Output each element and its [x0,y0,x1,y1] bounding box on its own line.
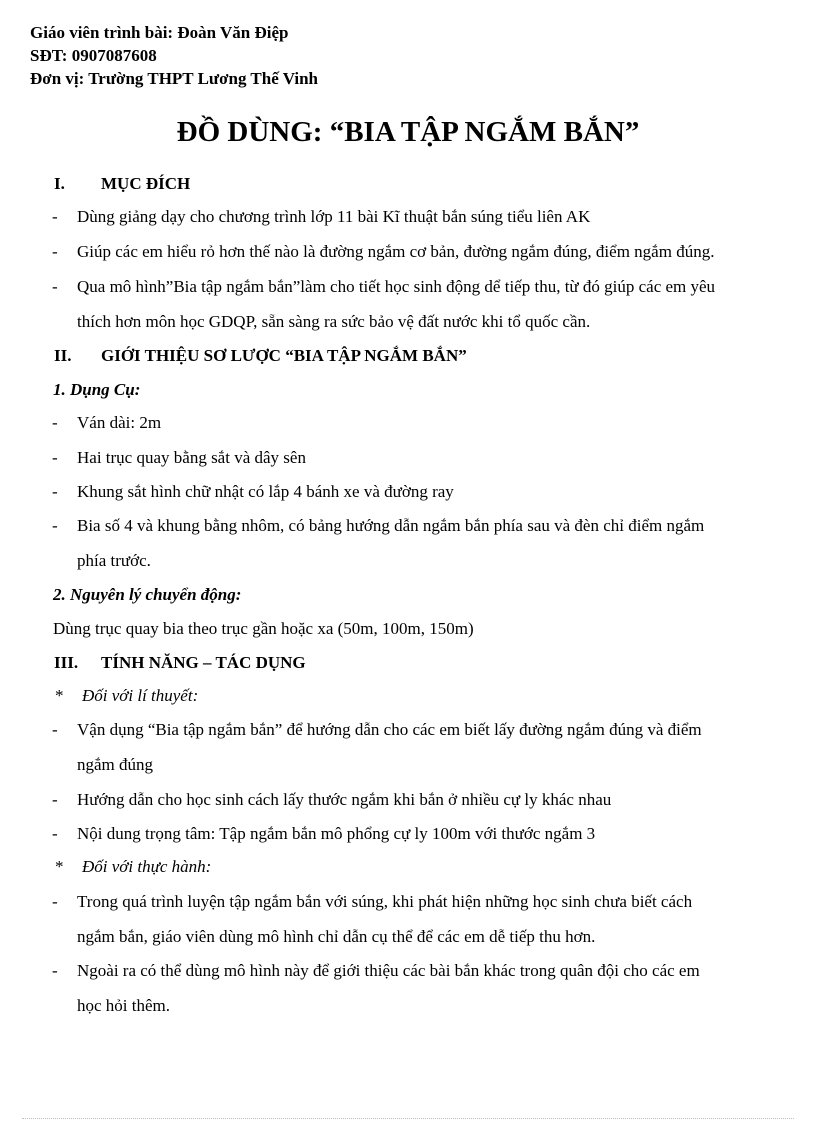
bullet-dash: - [52,516,58,535]
list-item-text: Giúp các em hiểu rỏ hơn thế nào là đường ngắm cơ bản, đường ngắm đúng, điểm ngắm đúng. [77,242,715,261]
list-item-continuation: học hỏi thêm. [77,996,171,1015]
list-item-text: Nội dung trọng tâm: Tập ngắm bắn mô phổng cự ly 100m với thước ngắm 3 [77,824,596,843]
section-1-number: I. [54,174,65,193]
document-title: ĐỒ DÙNG: “BIA TẬP NGẮM BẮN” [176,116,640,148]
section-2-number: II. [54,346,72,365]
bullet-dash: - [52,482,58,501]
bullet-dash: - [52,892,58,911]
bullet-dash: - [52,824,58,843]
bullet-dash: - [52,448,58,467]
teacher-unit: Đơn vị: Trường THPT Lương Thế Vinh [30,69,318,88]
list-item-continuation: ngắm bắn, giáo viên dùng mô hình chỉ dẫn cụ thể để các em dễ tiếp thu hơn. [77,927,596,946]
bullet-dash: - [52,413,58,432]
list-item-text: Vận dụng “Bia tập ngắm bắn” để hướng dẫn cho các em biết lấy đường ngắm đúng và điểm [77,720,702,739]
section-1-title: MỤC ĐÍCH [101,174,191,193]
bullet-dash: - [52,242,58,261]
bullet-dash: - [52,207,58,226]
list-item-text: Ván dài: 2m [77,413,162,432]
list-item-text: Khung sắt hình chữ nhật có lắp 4 bánh xe và đường ray [77,482,454,501]
page-footer-rule [22,1118,794,1119]
motion-paragraph: Dùng trục quay bia theo trục gần hoặc xa (50m, 100m, 150m) [53,619,474,638]
list-item-text: Trong quá trình luyện tập ngắm bắn với súng, khi phát hiện những học sinh chưa biết cách [77,892,693,911]
subsection-motion: 2. Nguyên lý chuyển động: [53,585,242,604]
bullet-dash: - [52,961,58,980]
list-item-text: Bia số 4 và khung bằng nhôm, có bảng hướng dẫn ngắm bắn phía sau và đèn chỉ điểm ngắm [77,516,705,535]
star-mark: * [55,686,64,705]
star-mark: * [55,857,64,876]
theory-label: Đối với lí thuyết: [82,686,199,705]
bullet-dash: - [52,720,58,739]
list-item-text: Qua mô hình”Bia tập ngắm bắn”làm cho tiết học sinh động dể tiếp thu, từ đó giúp các em yêu [77,277,716,296]
bullet-dash: - [52,277,58,296]
list-item-text: Dùng giảng dạy cho chương trình lớp 11 bài Kĩ thuật bắn súng tiểu liên AK [77,207,591,226]
list-item-continuation: ngắm đúng [77,755,154,774]
list-item-continuation: phía trước. [77,551,151,570]
section-3-title: TÍNH NĂNG – TÁC DỤNG [101,653,306,672]
section-2-title: GIỚI THIỆU SƠ LƯỢC “BIA TẬP NGẮM BẮN” [101,346,467,365]
teacher-name: Giáo viên trình bài: Đoàn Văn Điệp [30,23,289,42]
teacher-phone: SĐT: 0907087608 [30,46,157,65]
list-item-text: Hai trục quay bằng sắt và dây sên [77,448,306,467]
list-item-continuation: thích hơn môn học GDQP, sẵn sàng ra sức bảo vệ đất nước khi tổ quốc cần. [77,312,591,331]
practice-label: Đối với thực hành: [82,857,212,876]
list-item-text: Hướng dẫn cho học sinh cách lấy thước ngắm khi bắn ở nhiều cự ly khác nhau [77,790,612,809]
list-item-text: Ngoài ra có thể dùng mô hình này để giới thiệu các bài bắn khác trong quân đội cho các em [77,961,700,980]
bullet-dash: - [52,790,58,809]
subsection-tools: 1. Dụng Cụ: [53,380,141,399]
section-3-number: III. [54,653,79,672]
